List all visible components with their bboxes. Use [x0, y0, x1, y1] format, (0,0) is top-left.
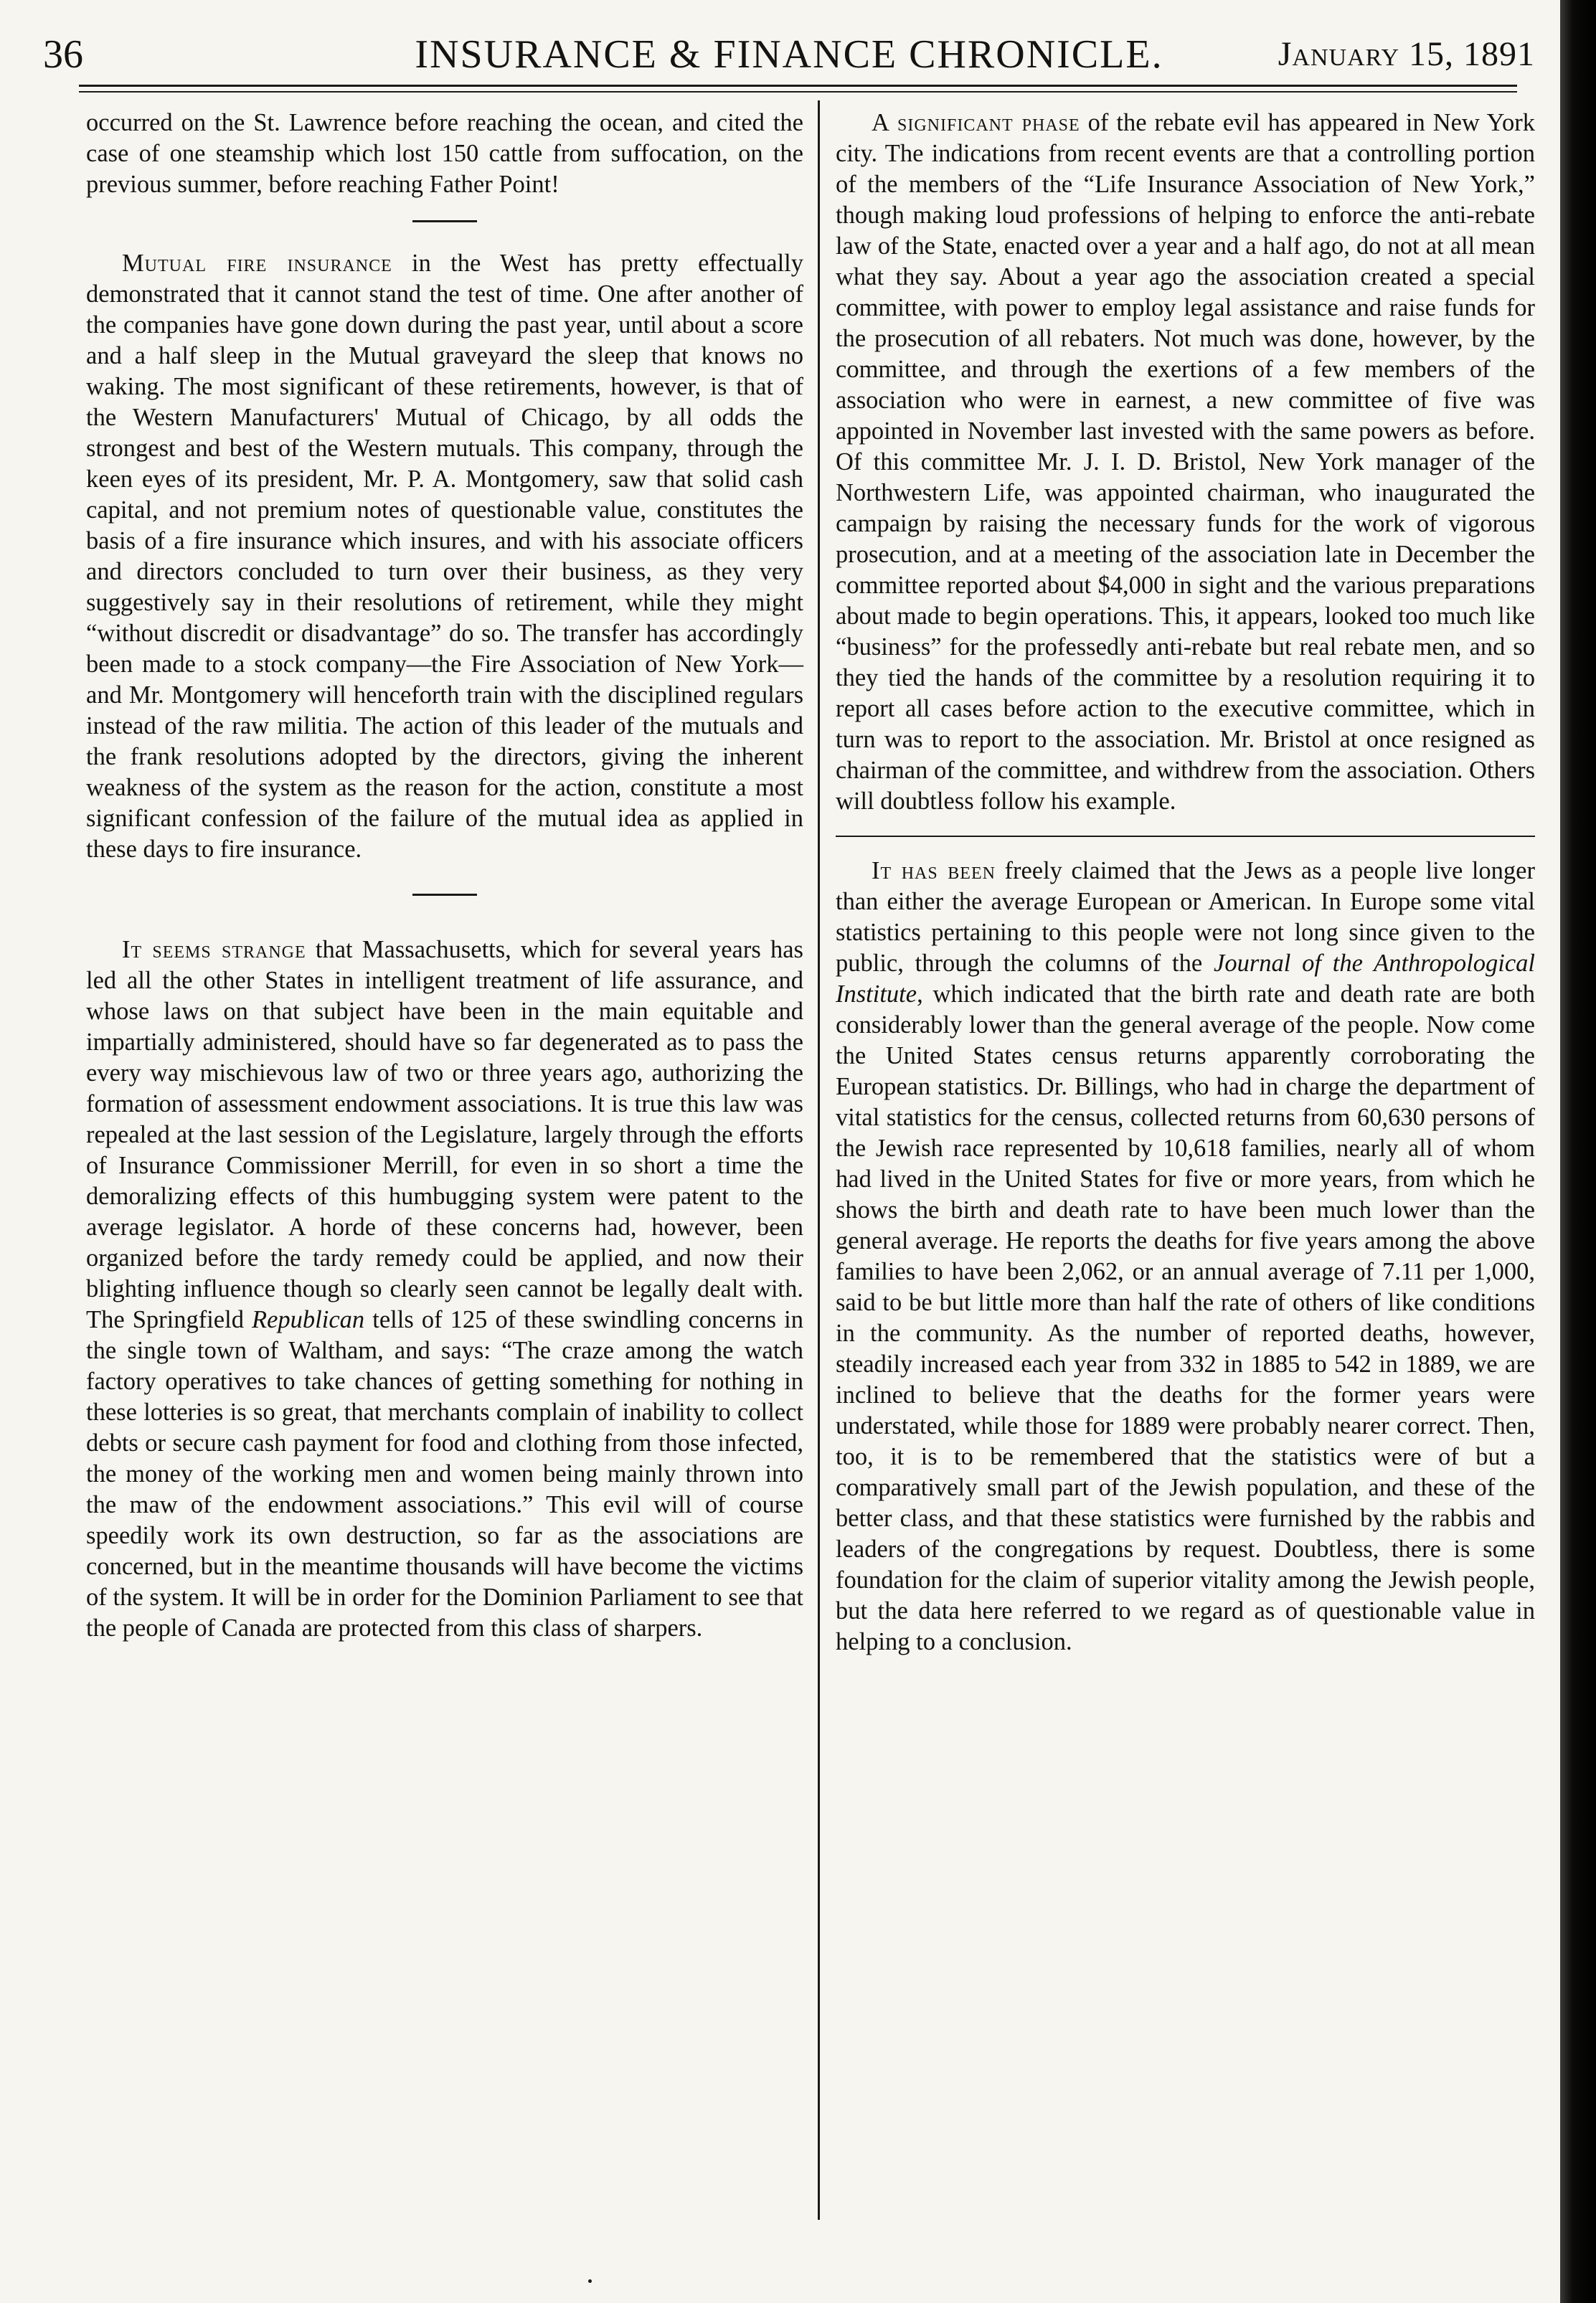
print-speck: [588, 2279, 592, 2283]
article-rebate-evil: [836, 108, 1535, 817]
article-lead: Mutual fire insurance: [122, 250, 392, 277]
article-separator: [836, 836, 1535, 837]
header-rule-secondary: [79, 91, 1517, 93]
right-column: [836, 108, 1535, 1658]
article-lead: It has been: [872, 857, 996, 884]
article-mutual-fire-insurance: [86, 248, 803, 865]
article-lead: It seems strange: [122, 936, 306, 963]
article-text: that Massachusetts, which for several years has led all the other States in intelligent treatment of life assurance, and whose laws on that subject have been in the main equitable and impartially administered, should have so far degenerated as to pass the every way mischievous law of two or three years ago, authorizing the formation of assessment endowment associations. It is true this law was repealed at the last session of the Legislature, largely through the efforts of Insurance Commissioner Merrill, for even in so short a time the demoralizing effects of this humbugging system were patent to the average legislator. A horde of these concerns had, however, been organized before the tardy remedy could be applied, and now their blighting influence though so clearly seen cannot be legally dealt with. The Springfield: [86, 936, 803, 1333]
header-rule: [79, 85, 1517, 87]
issue-date: January 15, 1891: [1278, 35, 1535, 73]
article-lead: A significant phase: [872, 109, 1080, 136]
article-massachusetts-assessment: [86, 935, 803, 1644]
article-text: of the rebate evil has appeared in New York city. The indications from recent events are that a controlling portion of the members of the “Life Insurance Association of New York,” though making loud professions of helping to enforce the anti-rebate law of the State, enacted over a year and a half ago, do not at all mean what they say. About a year ago the association created a special committee, with power to employ legal assistance and raise funds for the prosecution of all rebaters. Not much was done, however, by the committee, and through the exertions of a few members of the association who were in earnest, a new committee of five was appointed in November last invested with the same powers as before. Of this committee Mr. J. I. D. Bristol, New York manager of the Northwestern Life, was appointed chairman, who inaugurated the campaign by raising the necessary funds for the work of vigorous prosecution, and at a meeting of the association late in December the committee reported about $4,000 in sight and the various preparations about made to begin operations. This, it appears, looked too much like “business” for the professedly anti-rebate but real rebate men, and so they tied the hands of the committee by a resolution requiring it to report all cases before action to the executive committee, which in turn was to report to the association. Mr. Bristol at once resigned as chairman of the committee, and withdrew from the association. Others will doubtless follow his example.: [836, 109, 1536, 815]
article-text: , which indicated that the birth rate and death rate are both considerably lower than the general average of the people. Now come the United States census returns apparently corroborating the European statistics. Dr. Billings, who had in charge the department of vital statistics for the census, collected returns from 60,630 persons of the Jewish race represented by 10,618 families, nearly all of whom had lived in the United States for five or more years, from which he shows the birth and death rate to have been much lower than the general average. He reports the deaths for five years among the above families to have been 2,062, or an annual average of 7.11 per 1,000, said to be but little more than half the rate of others of like conditions in the community. As the number of reported deaths, however, steadily increased each year from 332 in 1885 to 542 in 1889, we are inclined to believe that the deaths for the former years were understated, while those for 1889 were probably nearer correct. Then, too, it is to be remembered that the statistics were of but a comparatively small part of the Jewish population, and these of the better class, and that these statistics were furnished by the rabbis and leaders of the congregations by request. Doubtless, there is some foundation for the claim of superior vitality among the Jewish people, but the data here referred to we regard as of questionable value in helping to a conclusion.: [836, 980, 1535, 1655]
article-continuation: [86, 108, 803, 200]
journal-name: Journal of the Anthropological Institute: [836, 950, 1535, 1008]
column-divider: [818, 100, 820, 2220]
article-text: tells of 125 of these swindling concerns in the single town of Waltham, and says: “The craze among the watch factory operatives to take chances of getting something for nothing in these lotteries is so great, that merchants complain of inability to collect debts or secure cash payment for food and clothing from those infected, the money of the working men and women being mainly thrown into the maw of the endowment associations.” This evil will of course speedily work its own destruction, so far as the associations are concerned, but in the meantime thousands will have become the victims of the system. It will be in order for the Dominion Parliament to see that the people of Canada are protected from this class of sharpers.: [86, 1306, 803, 1642]
article-separator: [412, 894, 477, 896]
page-header: [43, 20, 1535, 92]
article-separator: [412, 220, 477, 222]
left-column: [86, 108, 803, 1644]
publication-name: Republican: [252, 1306, 365, 1333]
article-text: occurred on the St. Lawrence before reaching the ocean, and cited the case of one steamship which lost 150 cattle from suffocation, on the previous summer, before reaching Father Point!: [86, 109, 803, 198]
article-jewish-vital-statistics: [836, 856, 1535, 1658]
article-text: in the West has pretty effectually demonstrated that it cannot stand the test of time. One after another of the companies have gone down during the past year, until about a score and a half sleep in the Mutual graveyard the sleep that knows no waking. The most significant of these retirements, however, is that of the Western Manufacturers' Mutual of Chicago, by all odds the strongest and best of the Western mutuals. This company, through the keen eyes of its president, Mr. P. A. Montgomery, saw that solid cash capital, and not premium notes of questionable value, constitutes the basis of a fire insurance which insures, and with his associate officers and directors concluded to turn over their business, as they very suggestively say in their resolutions of retirement, while they might “without discredit or disadvantage” do so. The transfer has accordingly been made to a stock company—the Fire Association of New York—and Mr. Montgomery will henceforth train with the disciplined regulars instead of the raw militia. The action of this leader of the mutuals and the frank resolutions adopted by the directors, giving the inherent weakness of the system as the reason for the action, constitute a most significant confession of the failure of the mutual idea as applied in these days to fire insurance.: [86, 250, 803, 863]
page-number: 36: [43, 32, 83, 77]
scan-edge-shadow: [1560, 0, 1596, 2303]
publication-title: INSURANCE & FINANCE CHRONICLE.: [415, 32, 1163, 77]
article-text: freely claimed that the Jews as a people live longer than either the average European or American. In Europe some vital statistics pertaining to this people were not long since given to the public, through the columns of the: [836, 857, 1535, 977]
